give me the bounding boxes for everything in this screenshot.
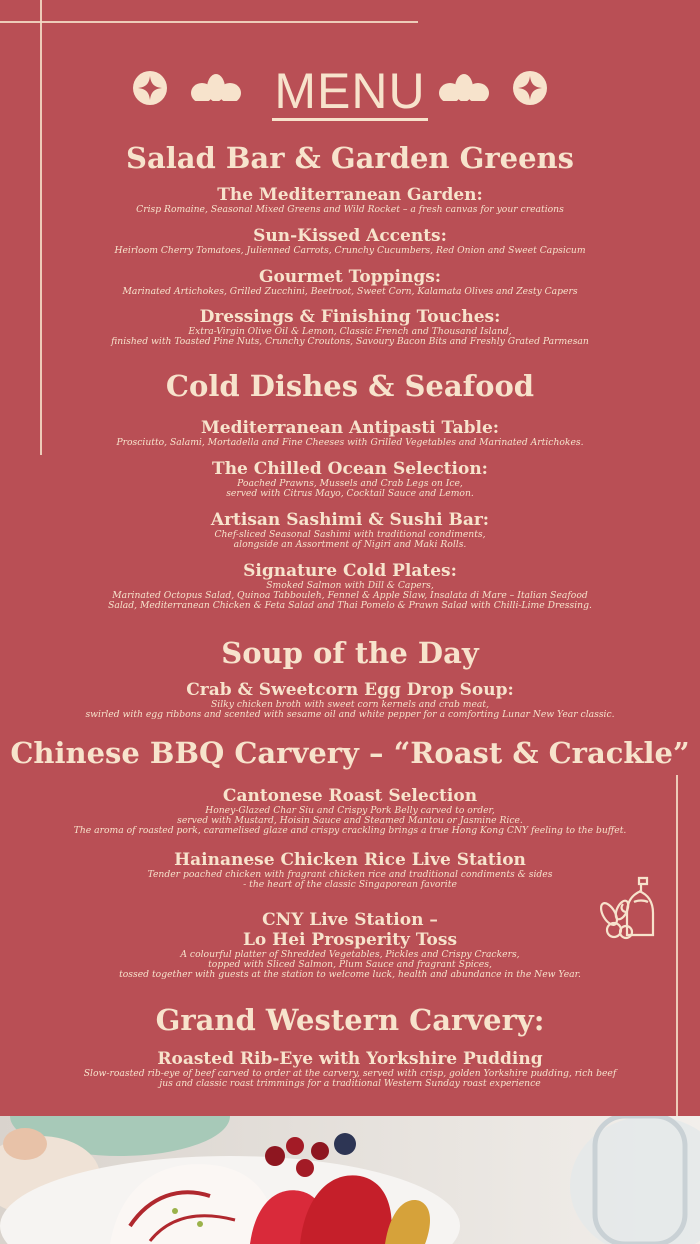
section-soup	[0, 636, 700, 670]
item-title: Hainanese Chicken Rice Live Station	[174, 850, 526, 870]
item-title: The Chilled Ocean Selection:	[212, 459, 488, 479]
dessert-photo	[0, 1116, 700, 1244]
section-title: Chinese BBQ Carvery – “Roast & Crackle”	[10, 736, 690, 770]
item-title: Mediterranean Antipasti Table:	[200, 418, 500, 438]
menu-title	[0, 62, 700, 121]
item-description: Chef-sliced Seasonal Sashimi with traditional condiments, alongside an Assortment of Nigiri and Maki Rolls.	[214, 529, 486, 550]
section-salad-bar	[0, 141, 700, 175]
menu-item	[0, 786, 700, 836]
item-description: Marinated Artichokes, Grilled Zucchini, Beetroot, Sweet Corn, Kalamata Olives and Zesty Capers	[122, 286, 578, 297]
section-western-carvery	[0, 1003, 700, 1037]
item-description: Tender poached chicken with fragrant chicken rice and traditional condiments & sides - the heart of the classic Singaporean favorite	[147, 869, 553, 890]
item-description: Slow-roasted rib-eye of beef carved to order at the carvery, served with crisp, golden Yorkshire pudding, rich beef jus and classic roast trimmings for a traditional Western Sunday roast experience	[83, 1068, 617, 1089]
menu-item	[0, 1049, 700, 1089]
menu-item	[0, 459, 700, 499]
section-title: Salad Bar & Garden Greens	[126, 141, 574, 175]
item-title: The Mediterranean Garden:	[217, 185, 483, 205]
menu-item	[0, 226, 700, 256]
item-description: Crisp Romaine, Seasonal Mixed Greens and Wild Rocket – a fresh canvas for your creations	[136, 204, 564, 215]
item-title: Cantonese Roast Selection	[222, 786, 478, 806]
section-title: Cold Dishes & Seafood	[165, 369, 535, 403]
item-description: Silky chicken broth with sweet corn kernels and crab meat, swirled with egg ribbons and scented with sesame oil and white pepper for a comforting Lunar New Year classic.	[85, 699, 615, 720]
item-description: Prosciutto, Salami, Mortadella and Fine Cheeses with Grilled Vegetables and Marinated Artichokes.	[116, 437, 584, 448]
item-description: Honey-Glazed Char Siu and Crispy Pork Belly carved to order, served with Mustard, Hoisin Sauce and Steamed Mantou or Jasmine Rice. The aroma of roasted pork, caramelised glaze and crispy crackling brings a true Hong Kong CNY feeling to the buffet.	[73, 805, 627, 836]
section-bbq-carvery	[0, 736, 700, 770]
item-title: CNY Live Station – Lo Hei Prosperity Toss	[242, 910, 458, 950]
item-title: Gourmet Toppings:	[258, 267, 442, 287]
star-badge-icon-right	[512, 70, 548, 106]
menu-item	[0, 418, 700, 448]
menu-item	[0, 910, 700, 980]
dessert-photo-illustration	[0, 1116, 700, 1244]
item-title: Roasted Rib-Eye with Yorkshire Pudding	[157, 1049, 543, 1069]
menu-item	[0, 267, 700, 297]
section-title: Grand Western Carvery:	[155, 1003, 545, 1037]
item-description: Heirloom Cherry Tomatoes, Julienned Carrots, Crunchy Cucumbers, Red Onion and Sweet Capsicum	[114, 245, 586, 256]
menu-item	[0, 850, 700, 890]
menu-item	[0, 561, 700, 611]
item-title: Signature Cold Plates:	[243, 561, 457, 581]
section-title: Soup of the Day	[221, 636, 479, 670]
menu-title-text: MENU	[274, 63, 426, 119]
section-cold-dishes	[0, 369, 700, 403]
item-description: Smoked Salmon with Dill & Capers, Marinated Octopus Salad, Quinoa Tabbouleh, Fennel & Apple Slaw, Insalata di Mare – Italian Seafood Salad, Mediterranean Chicken & Feta Salad and Thai Pomelo & Prawn Salad with Chilli-Lime Dressing.	[108, 580, 592, 611]
item-title: Dressings & Finishing Touches:	[199, 307, 501, 327]
item-description: A colourful platter of Shredded Vegetables, Pickles and Crispy Crackers, topped with Sliced Salmon, Plum Sauce and fragrant Spices, tossed together with guests at the station to welcome luck, health and abundance in the New Year.	[119, 949, 581, 980]
menu-item	[0, 185, 700, 215]
item-title: Sun-Kissed Accents:	[253, 226, 447, 246]
menu-item	[0, 510, 700, 550]
menu-item	[0, 307, 700, 347]
top-border-line	[0, 21, 418, 23]
item-description: Extra-Virgin Olive Oil & Lemon, Classic French and Thousand Island, finished with Toasted Pine Nuts, Crunchy Croutons, Savoury Bacon Bits and Freshly Grated Parmesan	[111, 326, 589, 347]
menu-header	[0, 58, 700, 128]
item-title: Crab & Sweetcorn Egg Drop Soup:	[186, 680, 514, 700]
item-description: Poached Prawns, Mussels and Crab Legs on Ice, served with Citrus Mayo, Cocktail Sauce and Lemon.	[226, 478, 474, 499]
item-title: Artisan Sashimi & Sushi Bar:	[210, 510, 490, 530]
shell-ornament-icon-right	[438, 74, 490, 104]
olive-oil-bottle-icon	[596, 872, 668, 944]
menu-item	[0, 680, 700, 720]
